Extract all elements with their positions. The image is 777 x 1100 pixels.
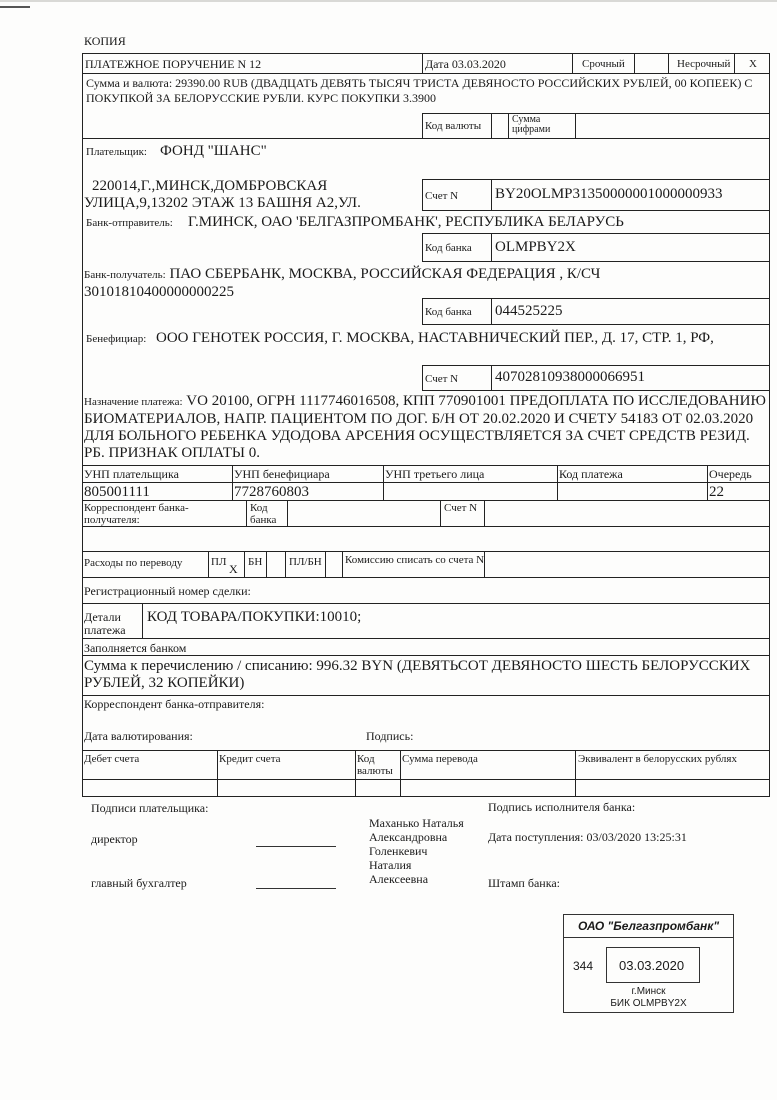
currency-code-col-label: Код валюты [357,753,393,777]
expenses-plbn: ПЛ/БН [289,556,322,568]
purpose-label: Назначение платежа: [84,396,183,408]
sender-bank-code-row [422,233,770,262]
queue-value: 22 [709,484,724,500]
scan-edge-mark [0,6,30,8]
signer-name-line: Алексеевна [369,872,429,886]
urgent-cell [572,53,635,74]
accountant-signature-line [256,888,336,889]
payer-account: BY20OLMP31350000001000000933 [495,186,723,202]
sender-correspondent-label: Корреспондент банка-отправителя: [84,697,265,711]
purpose [84,393,768,462]
transfer-sum-col-label: Сумма перевода [402,753,478,765]
stamp-bic: БИК OLMPBY2X [610,998,687,1009]
order-date: Дата 03.03.2020 [425,57,506,71]
amount-text: Сумма и валюта: 29390.00 RUB (ДВАДЦАТЬ ДЕВЯТЬ ТЫСЯЧ ТРИСТА ДЕВЯНОСТО РОССИЙСКИХ РУБЛЕЙ, 00 КОПЕЕК) С ПОКУПКОЙ ЗА БЕЛОРУССКИЕ РУБЛИ. КУРС ПОКУПКИ 3.3900 [86,76,753,105]
details-label: Детали платежа [84,610,126,637]
signer-name-line: Голенкевич [369,844,428,858]
beneficiary-account-label: Счет N [425,373,459,385]
expenses-commission: Комиссию списать со счета N [345,554,485,566]
director-signature-line [256,846,336,847]
bank-stamp-label: Штамп банка: [488,876,560,890]
stamp-city: г.Минск [631,986,666,997]
sender-bank-code-label: Код банка [425,242,472,254]
signer-names [369,816,464,886]
stamp-date-box [606,947,700,983]
receiver-bank-name: ПАО СБЕРБАНК, МОСКВА, РОССИЙСКАЯ ФЕДЕРАЦИЯ , К/СЧ 30101810400000000225 [84,266,601,300]
expenses-pl: ПЛ [211,556,227,568]
correspondent-account-label: Счет N [444,502,478,514]
purpose-text: VO 20100, ОГРН 1117746016508, КПП 770901001 ПРЕДОПЛАТА ПО ИССЛЕДОВАНИЮ БИОМАТЕРИАЛОВ, НАПР. ПАЦИЕНТОМ ПО ДОГ. Б/Н ОТ 20.02.2020 И СЧЕТУ 54183 ОТ 02.03.2020 ДЛЯ БОЛЬНОГО РЕБЕНКА УДОДОВА АРСЕНИЯ ОСУЩЕСТВЛЯЕТСЯ ЗА СЧЕТ СРЕДСТВ РЕЗИД. РБ. ПРИЗНАК ОПЛАТЫ 0. [84,393,766,461]
stamp-number: 344 [573,959,594,973]
urgent-label: Срочный [582,58,625,70]
expenses-label: Расходы по переводу [84,557,183,569]
payment-code-label: Код платежа [559,467,623,481]
queue-label: Очередь [709,467,752,481]
sender-bank-code: OLMPBY2X [495,239,576,255]
signer-name-line: Наталия [369,858,412,872]
expenses-pl-mark: X [229,562,238,576]
value-date-label: Дата валютирования: [84,729,193,743]
credit-label: Кредит счета [219,753,281,765]
payer-unp: 805001111 [84,484,150,500]
correspondent-bank-code-label: Код банка [250,502,277,526]
receiver-bank-code-label: Код банка [425,306,472,318]
currency-code-label: Код валюты [425,120,482,132]
beneficiary-account: 40702810938000066951 [495,369,645,385]
bank-executor-label: Подпись исполнителя банка: [488,800,636,814]
debit-label: Дебет счета [84,753,140,765]
receipt-date: Дата поступления: 03/03/2020 13:25:31 [488,830,687,844]
signer-name-line: Александровна [369,830,448,844]
director-label: директор [91,832,138,846]
payer-address: 220014,Г.,МИНСК,ДОМБРОВСКАЯ УЛИЦА,9,13202 ЭТАЖ 13 БАШНЯ А2,УЛ. [84,178,361,211]
beneficiary-name: ООО ГЕНОТЕК РОССИЯ, Г. МОСКВА, НАСТАВНИЧЕСКИЙ ПЕР., Д. 17, СТР. 1, РФ, [156,330,714,346]
beneficiary-unp-label: УНП бенефициара [234,467,330,481]
receiver-bank-code: 044525225 [495,303,563,319]
signer-name-line: Маханько Наталья [369,816,464,830]
bank-fill-label: Заполняется банком [84,641,187,655]
nonurgent-cell [668,53,735,74]
byn-equivalent-label: Эквивалент в белорусских рублях [578,753,737,765]
signature-label: Подпись: [366,729,414,743]
stamp-bank-name: ОАО "Белгазпромбанк" [577,919,720,933]
payer-name: ФОНД "ШАНС" [160,143,267,159]
payer-account-label: Счет N [425,190,459,202]
date-cell [422,53,573,74]
beneficiary-unp: 7728760803 [234,484,309,500]
third-unp-label: УНП третьего лица [385,467,485,481]
nonurgent-mark-cell [734,53,770,74]
correspondent-label: Корреспондент банка-получателя: [84,502,189,526]
copy-label: КОПИЯ [84,34,126,48]
sum-figures-label: Сумма цифрами [512,114,551,135]
order-title-cell [82,53,423,74]
bank-stamp [563,914,734,1013]
nonurgent-label: Несрочный [677,58,731,70]
receiver-bank [84,266,744,301]
order-title: ПЛАТЕЖНОЕ ПОРУЧЕНИЕ N 12 [85,57,262,71]
payer-label: Плательщик: [86,146,147,158]
sender-bank-name: Г.МИНСК, ОАО 'БЕЛГАЗПРОМБАНК', РЕСПУБЛИКА БЕЛАРУСЬ [188,214,624,230]
urgent-mark-cell [634,53,669,74]
chief-accountant-label: главный бухгалтер [91,876,187,890]
receiver-bank-label: Банк-получатель: [84,269,166,281]
stamp-date: 03.03.2020 [619,958,685,973]
nonurgent-mark: X [749,58,757,70]
details-value: КОД ТОВАРА/ПОКУПКИ:10010; [147,609,362,625]
transfer-sum: Сумма к перечислению / списанию: 996.32 BYN (ДЕВЯТЬСОТ ДЕВЯНОСТО ШЕСТЬ БЕЛОРУССКИХ РУБЛЕЙ, 32 КОПЕЙКИ) [84,658,751,691]
receiver-bank-code-row [422,298,770,325]
sender-bank-label: Банк-отправитель: [86,217,173,229]
expenses-bn: БН [248,556,263,568]
scan-top-edge [0,0,777,2]
payer-signatures-label: Подписи плательщика: [91,801,209,815]
registration-label: Регистрационный номер сделки: [84,584,251,598]
beneficiary-label: Бенефициар: [86,333,147,345]
payer-unp-label: УНП плательщика [84,467,179,481]
